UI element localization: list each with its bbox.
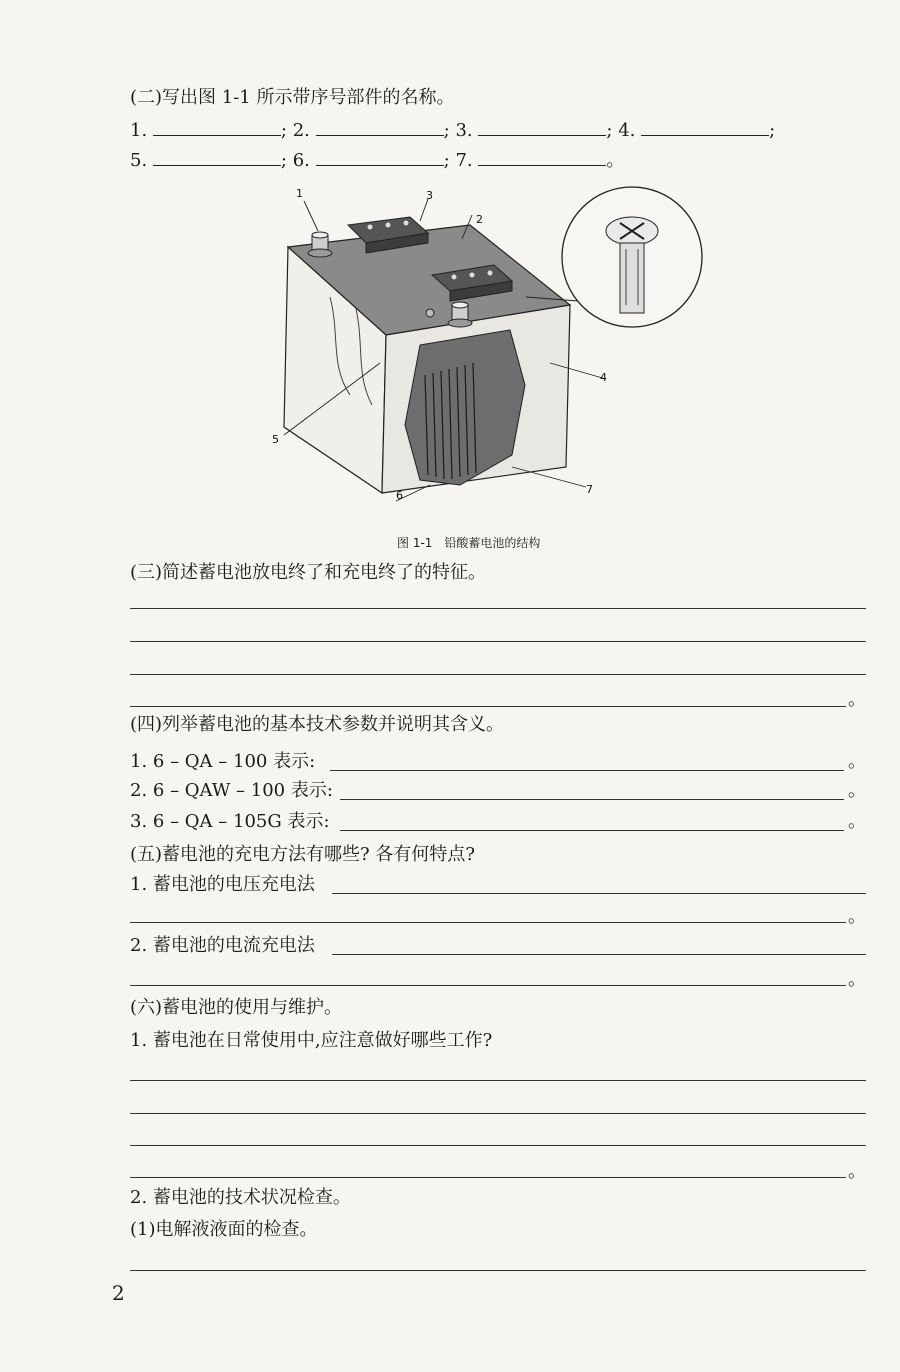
item-1-label: 1. — [130, 120, 148, 141]
item-3-blank[interactable] — [478, 117, 606, 136]
item-7-blank[interactable] — [478, 147, 606, 166]
answer-line[interactable] — [130, 706, 846, 707]
param-row-3: 3. 6 – QA – 105G 表示: 。 — [130, 811, 866, 832]
charge-method-2-text: 2. 蓄电池的电流充电法 — [130, 935, 315, 956]
charge-method-1-text: 1. 蓄电池的电压充电法 — [130, 874, 315, 895]
section6-q1: 1. 蓄电池在日常使用中,应注意做好哪些工作? — [130, 1030, 493, 1051]
section4-heading: (四)列举蓄电池的基本技术参数并说明其含义。 — [130, 714, 505, 735]
page-number: 2 — [112, 1281, 125, 1305]
section6-q2: 2. 蓄电池的技术状况检查。 — [130, 1187, 351, 1208]
answer-line[interactable] — [130, 608, 866, 609]
item-5-blank[interactable] — [153, 147, 281, 166]
callout-4: 4 — [600, 371, 607, 384]
param-2-blank[interactable] — [340, 799, 844, 800]
section6-heading: (六)蓄电池的使用与维护。 — [130, 997, 343, 1018]
charge-method-row-2 — [130, 934, 870, 958]
vent-cap — [426, 309, 434, 317]
section6-q2-sub: (1)电解液液面的检查。 — [130, 1219, 318, 1240]
positive-terminal — [308, 232, 332, 257]
answer-line[interactable] — [130, 1113, 866, 1114]
item-4-blank[interactable] — [641, 117, 769, 136]
answer-line[interactable] — [130, 1270, 866, 1271]
fill-row-1: 1. ; 2. ; 3. ; 4. ; — [130, 117, 775, 143]
callout-3: 3 — [426, 189, 433, 202]
callout-1: 1 — [296, 187, 303, 200]
figure-caption: 图 1-1 铅酸蓄电池的结构 — [397, 536, 541, 550]
param-3-text: 3. 6 – QA – 105G 表示: — [130, 811, 330, 832]
param-1-text: 1. 6 – QA – 100 表示: — [130, 751, 316, 772]
item-6-label: 6. — [292, 150, 310, 171]
param-3-blank[interactable] — [340, 830, 844, 831]
param-row-1: 1. 6 – QA – 100 表示: 。 — [130, 751, 866, 772]
item-2-blank[interactable] — [316, 117, 444, 136]
answer-line[interactable] — [130, 674, 866, 675]
answer-line[interactable] — [130, 641, 866, 642]
item-3-label: 3. — [455, 120, 473, 141]
charge-method-row-1 — [130, 873, 870, 897]
callout-5: 5 — [272, 433, 279, 446]
answer-line[interactable] — [130, 985, 846, 986]
item-1-blank[interactable] — [153, 117, 281, 136]
callout-6: 6 — [396, 489, 403, 502]
callout-2: 2 — [476, 213, 483, 226]
item-2-label: 2. — [292, 120, 310, 141]
section3-heading: (三)简述蓄电池放电终了和充电终了的特征。 — [130, 562, 487, 583]
item-4-label: 4. — [618, 120, 636, 141]
param-row-2: 2. 6 – QAW – 100 表示: 。 — [130, 780, 866, 801]
item-6-blank[interactable] — [316, 147, 444, 166]
answer-line[interactable] — [130, 1177, 846, 1178]
item-5-label: 5. — [130, 150, 148, 171]
answer-line[interactable] — [130, 922, 846, 923]
battery-structure-figure — [260, 185, 720, 515]
callout-7: 7 — [586, 483, 593, 496]
param-2-text: 2. 6 – QAW – 100 表示: — [130, 780, 333, 801]
item-7-label: 7. — [455, 150, 473, 171]
answer-line[interactable] — [130, 1145, 866, 1146]
fill-row-2: 5. ; 6. ; 7. 。 — [130, 147, 624, 173]
section2-heading: (二)写出图 1-1 所示带序号部件的名称。 — [130, 87, 455, 108]
param-1-blank[interactable] — [330, 770, 844, 771]
negative-terminal — [448, 302, 472, 327]
section5-heading: (五)蓄电池的充电方法有哪些? 各有何特点? — [130, 844, 476, 865]
answer-line[interactable] — [130, 1080, 866, 1081]
section3-end-mark: 。 — [848, 689, 866, 710]
